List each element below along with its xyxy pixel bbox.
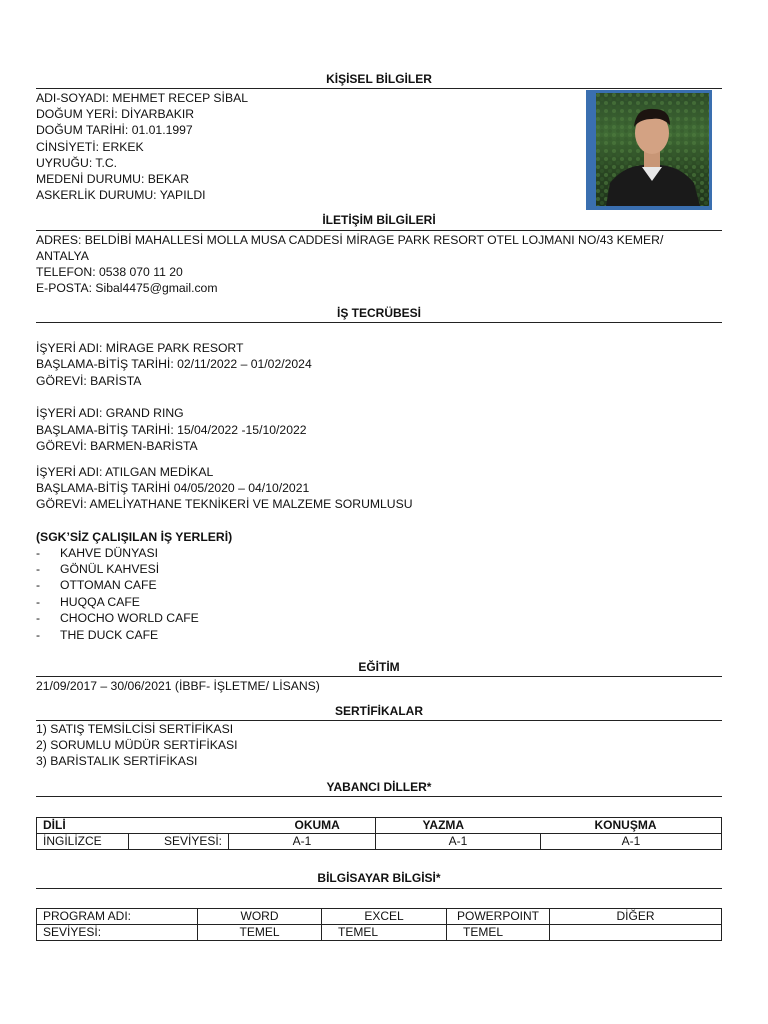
personal-rule — [36, 88, 722, 89]
languages-heading: YABANCI DİLLER* — [326, 780, 432, 794]
birthplace-line: DOĞUM YERİ: DİYARBAKIR — [36, 107, 195, 121]
bullet-dash: - — [36, 611, 41, 625]
certificates-heading: SERTİFİKALAR — [335, 704, 423, 718]
job-1-dates: BAŞLAMA-BİTİŞ TARİHİ: 02/11/2022 – 01/02/2024 — [36, 357, 312, 371]
job-3-company: İŞYERİ ADI: ATILGAN MEDİKAL — [36, 465, 214, 479]
phone-line: TELEFON: 0538 070 11 20 — [36, 265, 183, 279]
job-2-dates: BAŞLAMA-BİTİŞ TARİHİ: 15/04/2022 -15/10/2022 — [36, 423, 307, 437]
gender-line: CİNSİYETİ: ERKEK — [36, 140, 144, 154]
languages-rule — [36, 796, 722, 797]
sgk-title: (SGK’SİZ ÇALIŞILAN İŞ YERLERİ) — [36, 530, 233, 544]
address-line-2: ANTALYA — [36, 249, 89, 263]
excel-header: EXCEL — [322, 909, 447, 925]
reading-header: OKUMA — [294, 818, 340, 832]
education-rule — [36, 676, 722, 677]
reading-level: A-1 — [229, 834, 376, 850]
bullet-dash: - — [36, 595, 41, 609]
education-heading: EĞİTİM — [358, 660, 400, 674]
education-line: 21/09/2017 – 30/06/2021 (İBBF- İŞLETME/ LİSANS) — [36, 679, 320, 693]
powerpoint-header: POWERPOINT — [447, 909, 550, 925]
sgk-item: GÖNÜL KAHVESİ — [60, 562, 160, 576]
computer-level-label: SEVİYESİ: — [37, 925, 198, 941]
sgk-item: HUQQA CAFE — [60, 595, 140, 609]
profile-photo-frame — [586, 90, 712, 210]
certificate-2: 2) SORUMLU MÜDÜR SERTİFİKASI — [36, 738, 238, 752]
job-2-role: GÖREVİ: BARMEN-BARİSTA — [36, 439, 198, 453]
birthdate-line: DOĞUM TARİHİ: 01.01.1997 — [36, 123, 193, 137]
job-1-role: GÖREVİ: BARİSTA — [36, 374, 142, 388]
personal-heading: KİŞİSEL BİLGİLER — [326, 72, 432, 86]
language-level-label: SEVİYESİ: — [129, 834, 229, 850]
experience-rule — [36, 322, 722, 323]
other-header: DİĞER — [550, 909, 722, 925]
other-level — [550, 925, 722, 941]
job-3-role: GÖREVİ: AMELİYATHANE TEKNİKERİ VE MALZEME SORUMLUSU — [36, 497, 413, 511]
powerpoint-level: TEMEL — [447, 925, 550, 941]
job-1-company: İŞYERİ ADI: MİRAGE PARK RESORT — [36, 341, 244, 355]
marital-line: MEDENİ DURUMU: BEKAR — [36, 172, 190, 186]
contact-heading: İLETİŞİM BİLGİLERİ — [322, 213, 436, 227]
computer-table — [36, 908, 722, 941]
writing-level: A-1 — [376, 834, 541, 850]
language-col-header: DİLİ OKUMA YAZMA KONUŞMA — [37, 818, 376, 834]
sgk-item: THE DUCK CAFE — [60, 628, 159, 642]
table-row — [37, 818, 722, 834]
table-row — [37, 834, 722, 850]
sgk-item: KAHVE DÜNYASI — [60, 546, 158, 560]
bullet-dash: - — [36, 546, 41, 560]
name-line: ADI-SOYADI: MEHMET RECEP SİBAL — [36, 91, 248, 105]
job-2-company: İŞYERİ ADI: GRAND RING — [36, 406, 184, 420]
bullet-dash: - — [36, 628, 41, 642]
computer-rule — [36, 888, 722, 889]
profile-photo — [596, 93, 709, 206]
contact-rule — [36, 230, 722, 231]
email-line: E-POSTA: Sibal4475@gmail.com — [36, 281, 218, 295]
sgk-item: OTTOMAN CAFE — [60, 578, 157, 592]
address-line: ADRES: BELDİBİ MAHALLESİ MOLLA MUSA CADDESİ MİRAGE PARK RESORT OTEL LOJMANI NO/43 KEMER/ — [36, 233, 664, 247]
table-row — [37, 925, 722, 941]
excel-level: TEMEL — [322, 925, 447, 941]
job-3-dates: BAŞLAMA-BİTİŞ TARİHİ 04/05/2020 – 04/10/2021 — [36, 481, 310, 495]
sgk-item: CHOCHO WORLD CAFE — [60, 611, 199, 625]
certificate-1: 1) SATIŞ TEMSİLCİSİ SERTİFİKASI — [36, 722, 234, 736]
computer-heading: BİLGİSAYAR BİLGİSİ* — [317, 871, 441, 885]
military-line: ASKERLİK DURUMU: YAPILDI — [36, 188, 206, 202]
speaking-level: A-1 — [541, 834, 722, 850]
word-header: WORD — [198, 909, 322, 925]
certificate-3: 3) BARİSTALIK SERTİFİKASI — [36, 754, 198, 768]
speaking-header: KONUŞMA — [594, 818, 657, 832]
nationality-line: UYRUĞU: T.C. — [36, 156, 118, 170]
language-name: İNGİLİZCE — [37, 834, 129, 850]
languages-table — [36, 817, 722, 850]
table-row — [37, 909, 722, 925]
word-level: TEMEL — [198, 925, 322, 941]
experience-heading: İŞ TECRÜBESİ — [336, 306, 421, 320]
bullet-dash: - — [36, 578, 41, 592]
writing-header: YAZMA — [422, 818, 465, 832]
bullet-dash: - — [36, 562, 41, 576]
program-header: PROGRAM ADI: — [37, 909, 198, 925]
